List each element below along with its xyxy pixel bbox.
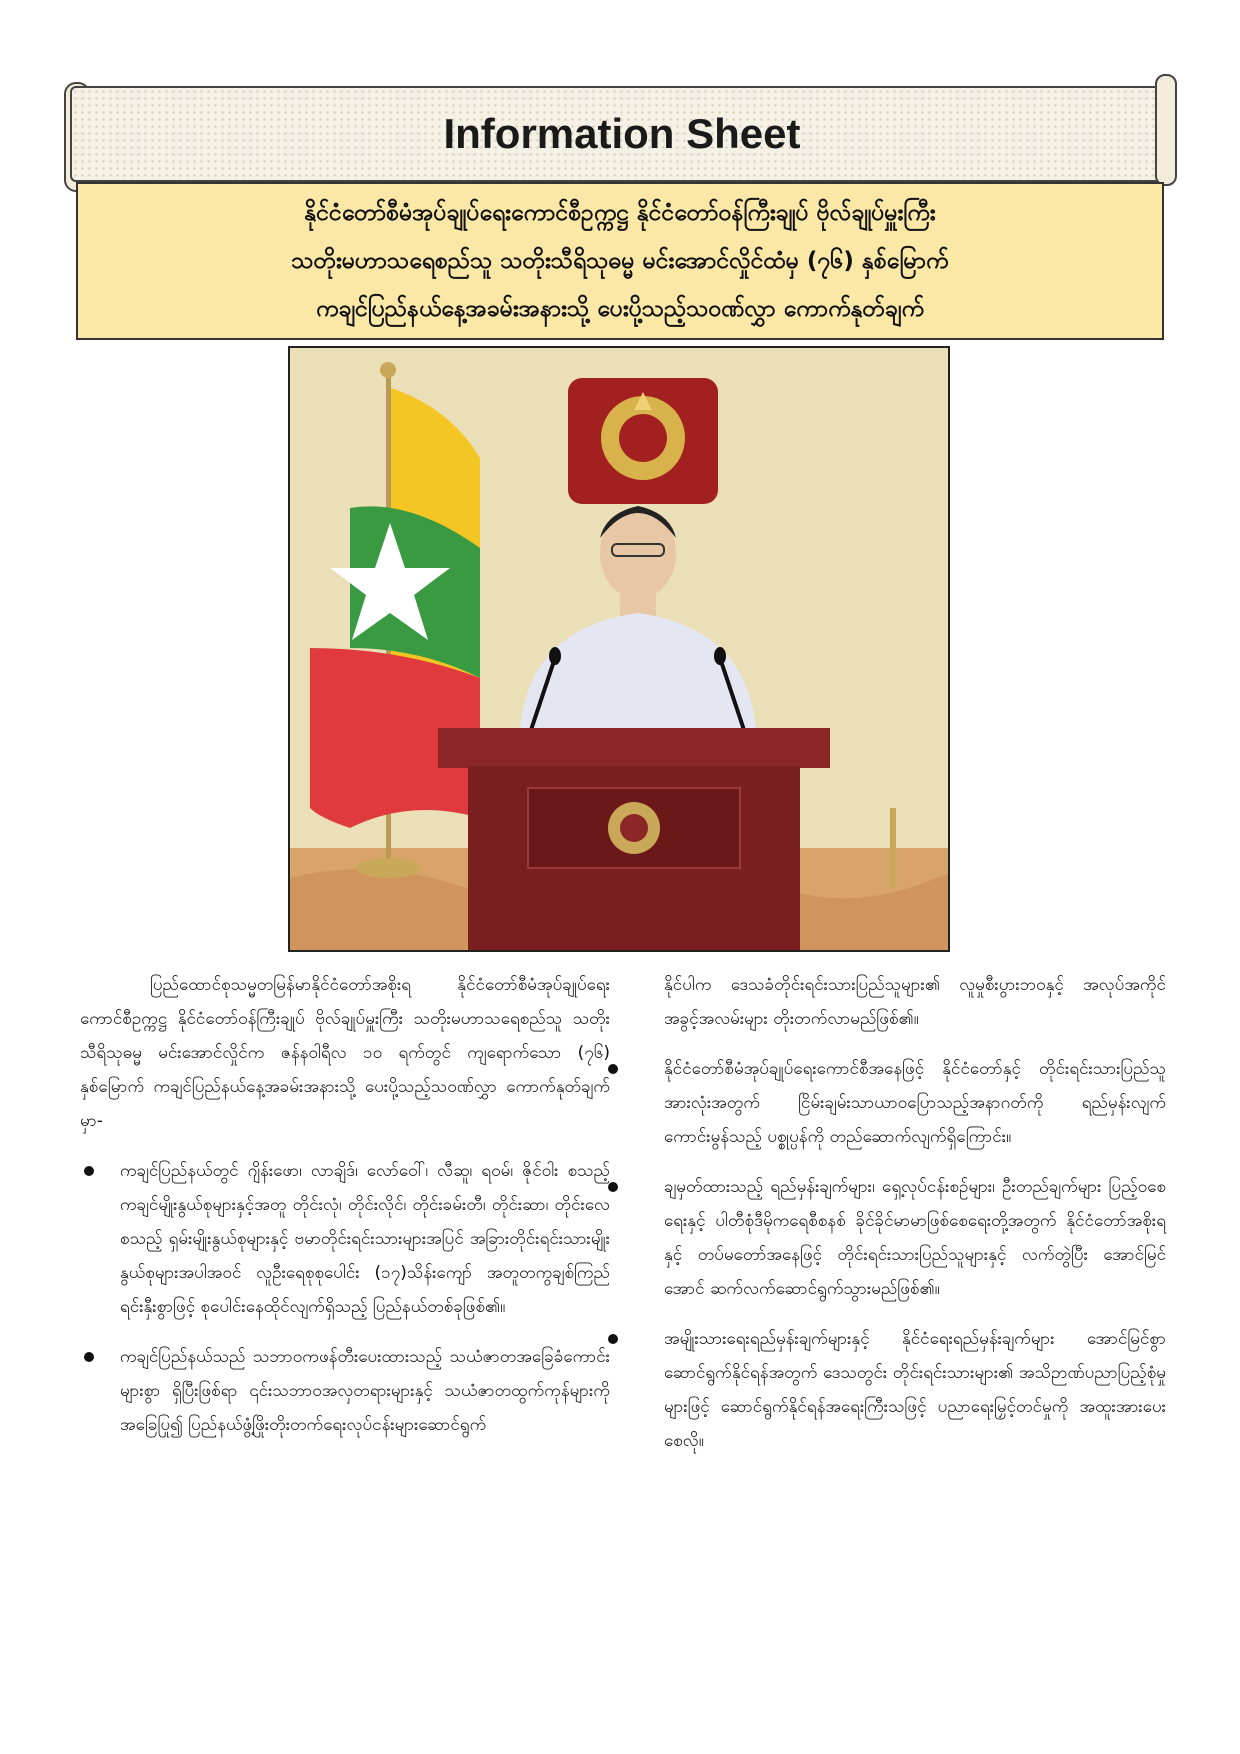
speaker-photo: [288, 346, 950, 952]
headline-line-3: ကချင်ပြည်နယ်နေ့အခမ်းအနားသို့ ပေးပို့သည့်သဝဏ်လွှာ ကောက်နုတ်ချက်: [316, 296, 924, 322]
bullet-icon: [84, 1166, 94, 1176]
bullet-text-3: နိုင်ငံတော်စီမံအုပ်ချုပ်ရေးကောင်စီအနေဖြင့် နိုင်ငံတော်နှင့် တိုင်းရင်းသားပြည်သူအားလုံးအတွက် ငြိမ်းချမ်းသာယာဝပြောသည့်အနာဂတ်ကို ရည်မှန်းလျက် ကောင်းမွန်သည့် ပစ္စုပ္ပန်ကို တည်ဆောက်လျက်ရှိကြောင်း။: [664, 1059, 1166, 1147]
headline-line-2: သတိုးမဟာသရေစည်သူ သတိုးသီရိသုဓမ္မ မင်းအောင်လှိုင်ထံမှ (၇၆) နှစ်မြောက်: [291, 248, 949, 274]
bullet-item-5: [636, 1322, 1166, 1458]
left-column: [80, 968, 610, 1458]
bullet-text-2: ကချင်ပြည်နယ်သည် သဘာဝကဖန်တီးပေးထားသည့် သယံဇာတအခြေခံကောင်းများစွာ ရှိပြီးဖြစ်ရာ ၎င်းသဘာဝအလှတရားများနှင့် သယံဇာတထွက်ကုန်များကို အခြေပြု၍ ပြည်နယ်ဖွံ့ဖြိုးတိုးတက်ရေးလုပ်ငန်းများဆောင်ရွက်: [120, 1347, 610, 1435]
bullet-text-5: အမျိုးသားရေးရည်မှန်းချက်များနှင့် နိုင်ငံရေးရည်မှန်းချက်များ အောင်မြင်စွာ ဆောင်ရွက်နိုင်ရန်အတွက် ဒေသတွင်း တိုင်းရင်းသားများ၏ အသိဉာဏ်ပညာပြည့်စုံမှုများဖြင့် ဆောင်ရွက်နိုင်ရန်အရေးကြီးသဖြင့် ပညာရေးမြှင့်တင်မှုကို အထူးအားပေးစေလို။: [664, 1329, 1166, 1451]
title-banner: [70, 86, 1174, 182]
bullet-item-3: [636, 1052, 1166, 1154]
bullet-text-4: ချမှတ်ထားသည့် ရည်မှန်းချက်များ၊ ရှေ့လုပ်ငန်းစဉ်များ၊ ဦးတည်ချက်များ ပြည့်ဝစေရေးနှင့် ပါတီစုံဒီမိုကရေစီစနစ် ခိုင်ခိုင်မာမာဖြစ်စေရေးတို့အတွက် နိုင်ငံတော်အစိုးရနှင့် တပ်မတော်အနေဖြင့် တိုင်းရင်းသားပြည်သူများနှင့် လက်တွဲပြီး အောင်မြင်အောင် ဆက်လက်ဆောင်ရွက်သွားမည်ဖြစ်၏။: [664, 1177, 1166, 1299]
bullet-icon: [608, 1182, 618, 1192]
right-column: [636, 968, 1166, 1474]
bullet-item-1: [80, 1154, 610, 1324]
headline-box: [76, 182, 1164, 340]
bullet-text-1: ကချင်ပြည်နယ်တွင် ဂျိန်းဖော၊ လာချိဒ်၊ လော်ဝေါ်၊ လီဆူ၊ ရဝမ်၊ ဇိုင်ဝါး စသည့် ကချင်မျိုးနွယ်စုများနှင့်အတူ တိုင်းလုံ၊ တိုင်းလိုင်၊ တိုင်းခမ်းတီ၊ တိုင်းဆာ၊ တိုင်းလေ စသည့် ရှမ်းမျိုးနွယ်စုများနှင့် ဗမာတိုင်းရင်းသားများအပြင် အခြားတိုင်းရင်းသားမျိုးနွယ်စုများအပါအဝင် လူဦးရေစုစုပေါင်း (၁၇)သိန်းကျော် အတူတကွချစ်ကြည်ရင်းနှီးစွာဖြင့် စုပေါင်းနေထိုင်လျက်ရှိသည့် ပြည်နယ်တစ်ခုဖြစ်၏။: [120, 1161, 610, 1317]
headline-line-1: နိုင်ငံတော်စီမံအုပ်ချုပ်ရေးကောင်စီဥက္ကဋ္ဌ နိုင်ငံတော်ဝန်ကြီးချုပ် ဗိုလ်ချုပ်မှူးကြီး: [304, 200, 936, 226]
bullet-icon: [84, 1352, 94, 1362]
bullet-item-4: [636, 1170, 1166, 1306]
photo-illustration: [290, 348, 948, 950]
bullet-icon: [608, 1064, 618, 1074]
intro-paragraph: ပြည်ထောင်စုသမ္မတမြန်မာနိုင်ငံတော်အစိုးရ နိုင်ငံတော်စီမံအုပ်ချုပ်ရေးကောင်စီဥက္ကဋ္ဌ နိုင်ငံတော်ဝန်ကြီးချုပ် ဗိုလ်ချုပ်မှူးကြီး သတိုးမဟာသရေစည်သူ သတိုးသီရိသုဓမ္မ မင်းအောင်လှိုင်က ဇန်နဝါရီလ ၁၀ ရက်တွင် ကျရောက်သော (၇၆) နှစ်မြောက် ကချင်ပြည်နယ်နေ့အခမ်းအနားသို့ ပေးပို့သည့်သဝဏ်လွှာ ကောက်နုတ်ချက်မှာ-: [80, 975, 610, 1131]
banner-title: Information Sheet: [443, 110, 801, 157]
bullet-2-continued: နိုင်ပါက ဒေသခံတိုင်းရင်းသားပြည်သူများ၏ လူမှုစီးပွားဘဝနှင့် အလုပ်အကိုင်အခွင့်အလမ်းများ တိုးတက်လာမည်ဖြစ်၏။: [664, 975, 1166, 1029]
bullet-icon: [608, 1334, 618, 1344]
scroll-curl-right: [1155, 74, 1177, 186]
bullet-item-2: [80, 1340, 610, 1442]
